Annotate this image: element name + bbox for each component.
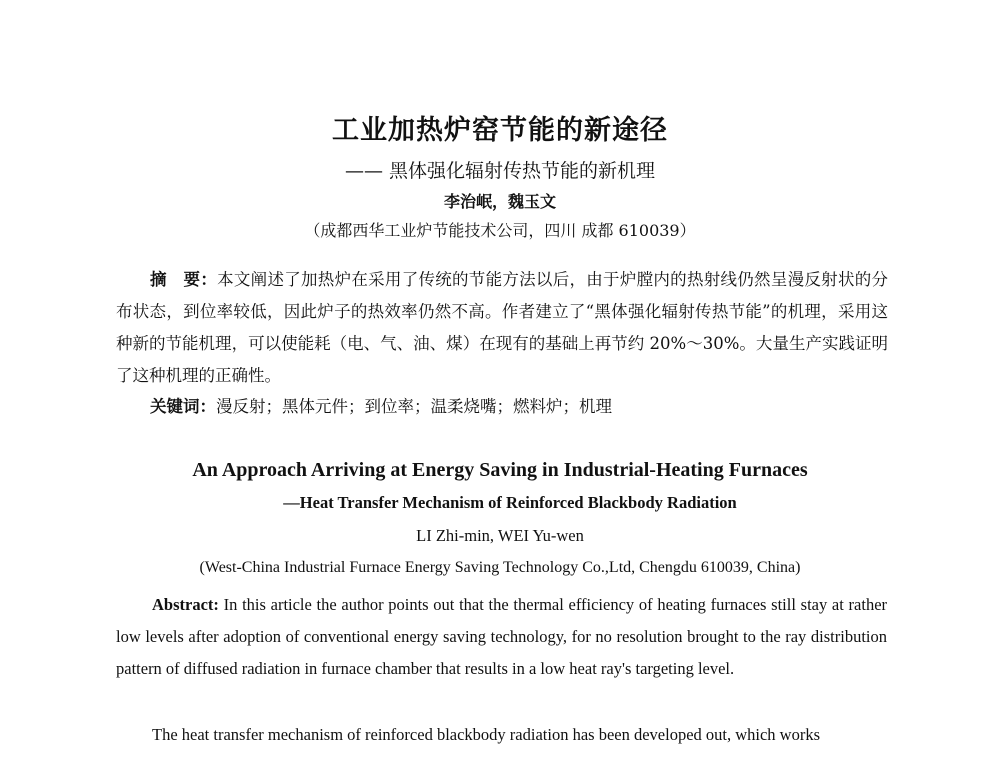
chinese-abstract-text: 本文阐述了加热炉在采用了传统的节能方法以后，由于炉膛内的热射线仍然呈漫反射状的分布状态，到位率较低，因此炉子的热效率仍然不高。作者建立了“黑体强化辐射传热节能”的机理，采用这种新的节能机理，可以使能耗（电、气、油、煤）在现有的基础上再节约 20%～30%。大量生产实践证明了这种机理的正确性。 [116,270,889,385]
english-affiliation: (West-China Industrial Furnace Energy Saving Technology Co.,Ltd, Chengdu 610039, China) [199,559,801,576]
english-authors: LI Zhi-min, WEI Yu-wen [416,526,584,545]
chinese-authors: 李治岷，魏玉文 [443,192,556,211]
english-title: An Approach Arriving at Energy Saving in Industrial-Heating Furnaces [192,459,808,481]
chinese-affiliation: （成都西华工业炉节能技术公司，四川 成都 610039） [304,221,696,240]
english-abstract [116,589,887,685]
english-abstract-label: Abstract: [152,595,219,614]
chinese-abstract [116,264,888,392]
english-abstract-paragraph-2: The heat transfer mechanism of reinforced blackbody radiation has been developed out, which works [152,725,821,744]
chinese-title: 工业加热炉窑节能的新途径 [332,115,668,146]
chinese-keywords [150,393,612,417]
chinese-keywords-label: 关键词： [150,397,216,416]
english-subtitle: —Heat Transfer Mechanism of Reinforced Blackbody Radiation [283,493,737,512]
chinese-abstract-label: 摘 要： [150,270,218,289]
chinese-subtitle: —— 黑体强化辐射传热节能的新机理 [344,160,656,182]
chinese-keywords-text: 漫反射；黑体元件；到位率；温柔烧嘴；燃料炉；机理 [216,397,612,416]
english-abstract-text: In this article the author points out that the thermal efficiency of heating furnaces still stay at rather low levels after adoption of conventional energy saving technology, for no resolution brought to the ray distribution pattern of diffused radiation in furnace chamber that results in a low heat ray's targeting level. [116,595,888,678]
